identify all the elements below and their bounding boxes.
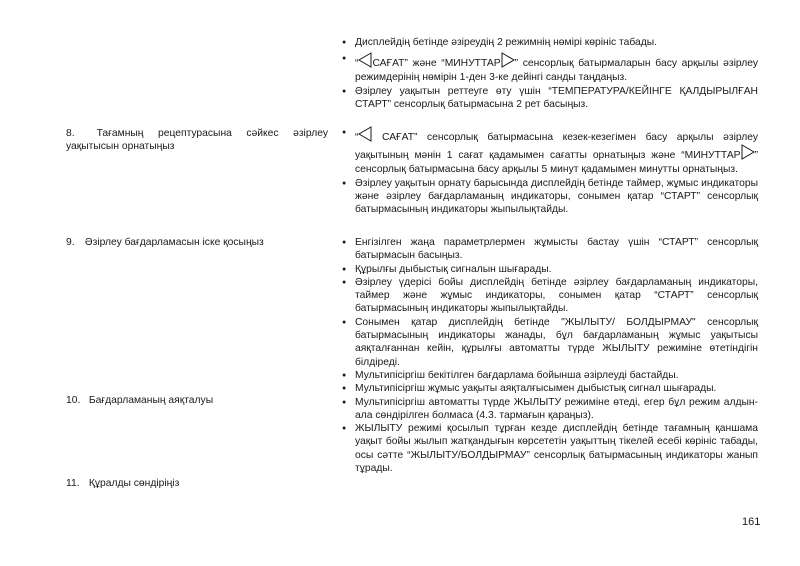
step-9 xyxy=(66,236,328,249)
bullet-group-3 xyxy=(340,236,758,475)
step-number: 10. xyxy=(66,395,81,406)
step-number: 8. xyxy=(66,128,75,139)
bullet-group-2 xyxy=(340,126,758,217)
bullet-item: ● Дисплейдің бетінде әзіреудің 2 режимнің нөмірі көрініс табады. xyxy=(340,36,758,49)
bullet-item: ● Әзірлеу уақытын орнату барысында дисплейдің бетінде таймер, жұмыс индикаторы және әзірлеу бағдарламаның индикаторы, сонымен қатар “СТАРТ” сенсорлық батырмасының индикаторы жыпылықтайды. xyxy=(340,177,758,217)
bullet-item: ● Мультипісіргіш автоматты түрде ЖЫЛЫТУ режиміне өтеді, егер бұл режим алдын-ала сөндірілген болмаса (4.3. тармағын қараңыз). xyxy=(340,396,758,423)
triangle-right-icon xyxy=(741,144,755,160)
step-10 xyxy=(66,394,328,407)
step-text: Бағдарламаның аяқталуы xyxy=(88,395,214,406)
triangle-right-icon xyxy=(501,52,515,68)
page-number: 161 xyxy=(742,516,761,528)
step-number: 11. xyxy=(66,478,80,489)
bullet-item: ● Енгізілген жаңа параметрлермен жұмысты бастау үшін “СТАРТ” сенсорлық батырмасын басыңыз. xyxy=(340,236,758,263)
triangle-left-icon xyxy=(358,52,372,68)
step-number: 9. xyxy=(66,237,75,248)
bullet-group-1 xyxy=(340,36,758,111)
triangle-left-icon xyxy=(358,126,372,142)
step-text: Әзірлеу бағдарламасын іске қосыңыз xyxy=(84,237,264,248)
step-11 xyxy=(66,477,328,490)
step-text: Тағамның рецептурасына сәйкес әзірлеу уақытысын орнатыңыз xyxy=(66,128,328,153)
bullet-item: ● “ САҒАТ” сенсорлық батырмасына кезек-кезегімен басу арқылы әзірлеу уақытының мәнін 1 сағат қадамымен сағатты орнатыңыз және “МИНУТТАР ” сенсорлық батырмасына басу арқылы 5 минут қадамымен минутты орнатыңыз. xyxy=(340,126,758,176)
bullet-item: ● Мультипісіргіш бекітілген бағдарлама бойынша әзірлеуді бастайды. xyxy=(340,369,758,382)
bullet-item: ● Әзірлеу уақытын реттеуге өту үшін “ТЕМПЕРАТУРА/КЕЙІНГЕ ҚАЛДЫРЫЛҒАН СТАРТ” сенсорлық батырмасына 2 рет басыңыз. xyxy=(340,85,758,112)
bullet-item: ● “ САҒАТ” және “МИНУТТАР ” сенсорлық батырмаларын басу арқылы әзірлеу режимдерінің нөмірін 1-ден 3-ке дейінгі санды таңдаңыз. xyxy=(340,52,758,84)
bullet-item: ● Әзірлеу үдерісі бойы дисплейдің бетінде әзірлеу бағдарламаның индикаторы, таймер және жұмыс индикаторы, сонымен қатар “СТАРТ” сенсорлық батырмасының индикаторы жыпылықтайды. xyxy=(340,276,758,316)
step-8 xyxy=(66,127,328,154)
bullet-item: ● Сонымен қатар дисплейдің бетінде "ЖЫЛЫТУ/ БОЛДЫРМАУ" сенсорлық батырмасының индикаторы жанады, бұл бағдарламаның жұмыс уақытысы аяқталғаннан кейін, құрылғы автоматты түрде ЖЫЛЫТУ режиміне өтетіндігін білдіреді. xyxy=(340,316,758,369)
bullet-item: ● Құрылғы дыбыстық сигналын шығарады. xyxy=(340,263,758,276)
bullet-item: ● ЖЫЛЫТУ режимі қосылып тұрған кезде дисплейдің бетінде тағамның қаншама уақыт бойы жылып жатқандығын көрсететін уақыттың тікелей есебі көрініс табады, осы сәтте “ЖЫЛЫТУ/БОЛДЫРМАУ” сенсорлық батырмасының индикаторы жанып тұрады. xyxy=(340,422,758,475)
step-text: Құралды сөндіріңіз xyxy=(88,478,180,489)
bullet-item: ● Мультипісіргіш жұмыс уақыты аяқталғысымен дыбыстық сигнал шығарады. xyxy=(340,382,758,395)
